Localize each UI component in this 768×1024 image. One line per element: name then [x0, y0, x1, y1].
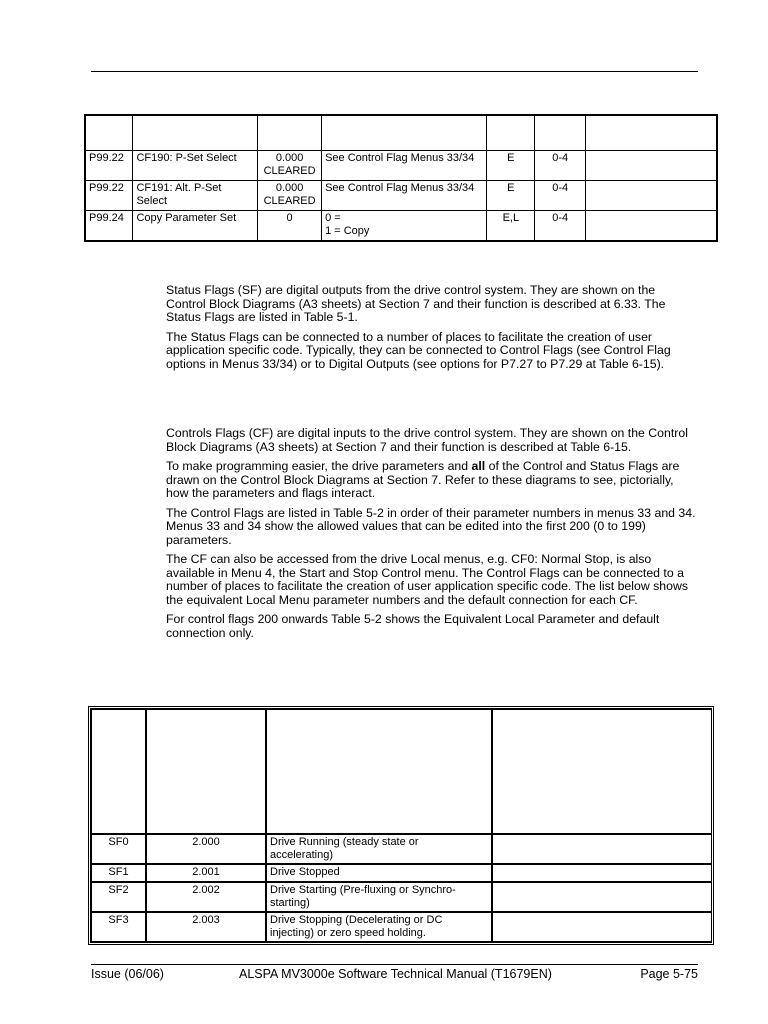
- param-range: See Control Flag Menus 33/34: [322, 181, 487, 211]
- footer-rule: [91, 964, 698, 965]
- flag-id: SF3: [91, 912, 146, 942]
- param-name: CF190: P-Set Select: [133, 151, 258, 181]
- header-rule: [91, 71, 698, 72]
- emphasis: all: [471, 459, 486, 473]
- flag-description: Drive Starting (Pre-fluxing or Synchro- starting): [266, 882, 492, 912]
- footer-issue: Issue (06/06): [91, 967, 164, 981]
- flag-number: 2.003: [146, 912, 266, 942]
- footer-title: ALSPA MV3000e Software Technical Manual (T1679EN): [239, 967, 552, 981]
- table-row: [91, 864, 711, 882]
- param-number: P99.22: [85, 151, 133, 181]
- param-menu: 0-4: [535, 211, 586, 242]
- flag-id: SF1: [91, 864, 146, 882]
- param-menu: 0-4: [535, 181, 586, 211]
- paragraph: The Control Flags are listed in Table 5-2 in order of their parameter numbers in menus 33 and 34. Menus 33 and 34 show the allowed values that can be edited into the first 200 (0 to 199) parameters.: [166, 505, 696, 547]
- flag-id: SF0: [91, 834, 146, 864]
- flag-note: [492, 834, 711, 864]
- flag-description: Drive Running (steady state or accelerating): [266, 834, 492, 864]
- param-access: E: [487, 151, 535, 181]
- param-name: Copy Parameter Set: [133, 211, 258, 242]
- status-flags-table: [88, 706, 714, 945]
- table-header-row: [91, 709, 711, 834]
- param-extra: [586, 211, 717, 242]
- control-flags-section: [166, 427, 696, 646]
- table-row: [91, 912, 711, 942]
- param-access: E,L: [487, 211, 535, 242]
- table-header-row: [85, 115, 717, 151]
- flag-description: Drive Stopped: [266, 864, 492, 882]
- flag-number: 2.002: [146, 882, 266, 912]
- paragraph: The Status Flags can be connected to a number of places to facilitate the creation of user application specific code. Typically, they can be connected to Control Flags (see Control Flag options in Menus 33/34) or to Digital Outputs (see options for P7.27 to P7.29 at Table 6-15).: [166, 329, 671, 371]
- param-default: 0.000 CLEARED: [258, 151, 322, 181]
- footer-page-number: Page 5-75: [640, 967, 698, 981]
- param-extra: [586, 181, 717, 211]
- flag-id: SF2: [91, 882, 146, 912]
- paragraph: For control flags 200 onwards Table 5-2 shows the Equivalent Local Parameter and default connection only.: [166, 612, 660, 640]
- table-row: [85, 181, 717, 211]
- flag-note: [492, 912, 711, 942]
- flag-note: [492, 864, 711, 882]
- flag-number: 2.001: [146, 864, 266, 882]
- param-default: 0.000 CLEARED: [258, 181, 322, 211]
- param-access: E: [487, 181, 535, 211]
- parameter-table: [84, 114, 718, 242]
- param-name: CF191: Alt. P-Set Select: [133, 181, 258, 211]
- flag-note: [492, 882, 711, 912]
- paragraph: To make programming easier, the drive parameters and all of the Control and Status Flags are drawn on the Control Block Diagrams at Section 7. Refer to these diagrams to see, pictorially, how the parameters and flags interact.: [166, 459, 680, 500]
- param-range: 0 = 1 = Copy: [322, 211, 487, 242]
- param-number: P99.24: [85, 211, 133, 242]
- flag-description: Drive Stopping (Decelerating or DC injecting) or zero speed holding.: [266, 912, 492, 942]
- param-number: P99.22: [85, 181, 133, 211]
- table-row: [85, 151, 717, 181]
- param-default: 0: [258, 211, 322, 242]
- param-range: See Control Flag Menus 33/34: [322, 151, 487, 181]
- param-menu: 0-4: [535, 151, 586, 181]
- paragraph: Controls Flags (CF) are digital inputs to the drive control system. They are shown on the Control Block Diagrams (A3 sheets) at Section 7 and their function is described at Table 6-15.: [166, 426, 688, 454]
- flag-number: 2.000: [146, 834, 266, 864]
- paragraph: The CF can also be accessed from the drive Local menus, e.g. CF0: Normal Stop, is also available in Menu 4, the Start and Stop Control menu. The Control Flags can be connected to a number of places to facilitate the creation of user application specific code. The list below shows the equivalent Local Menu parameter numbers and the default connection for each CF.: [166, 552, 688, 607]
- table-row: [91, 882, 711, 912]
- status-flags-section: [166, 284, 696, 377]
- param-extra: [586, 151, 717, 181]
- table-row: [85, 211, 717, 242]
- paragraph: Status Flags (SF) are digital outputs from the drive control system. They are shown on the Control Block Diagrams (A3 sheets) at Section 7 and their function is described at 6.33. The Status Flags are listed in Table 5-1.: [166, 283, 666, 324]
- table-row: [91, 834, 711, 864]
